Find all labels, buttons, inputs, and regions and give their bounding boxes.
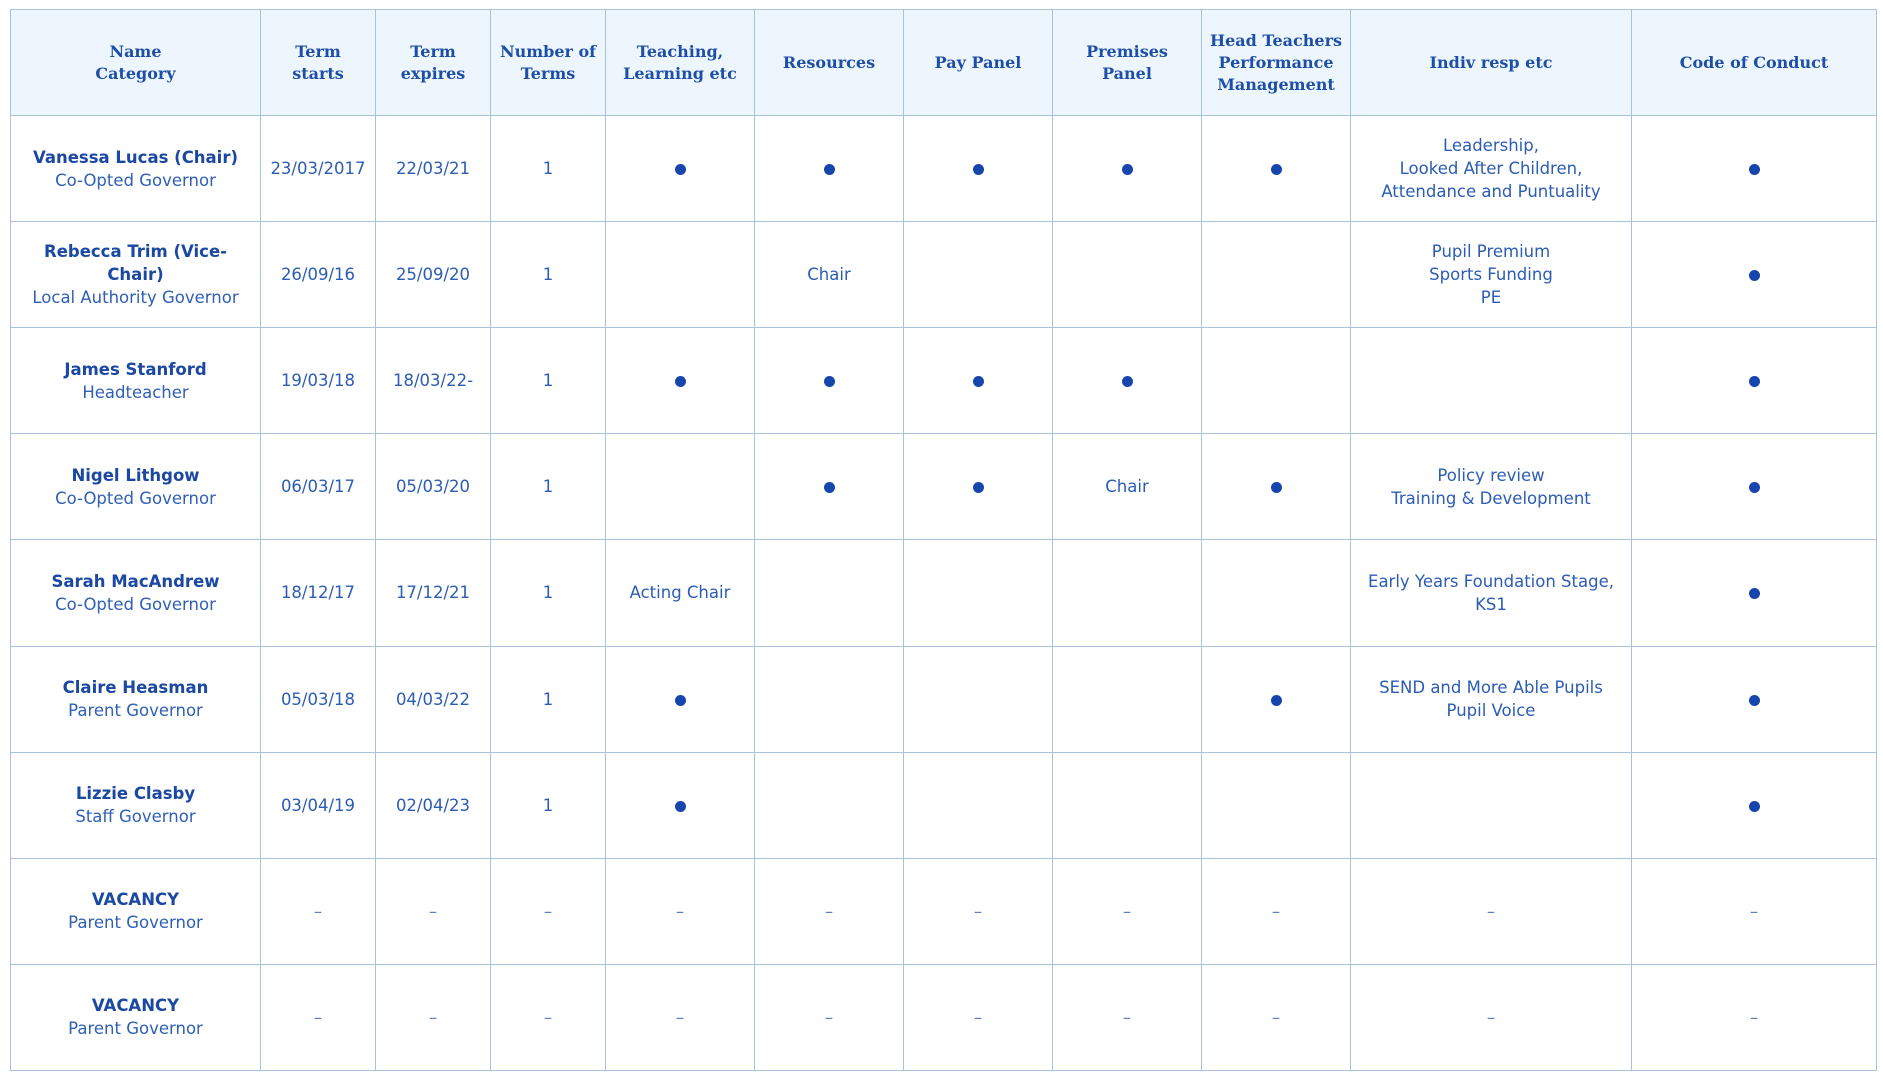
name-category-cell <box>11 328 261 434</box>
table-body <box>11 116 1877 1071</box>
number-of-terms-cell <box>491 752 606 858</box>
teaching-learning-cell <box>606 752 755 858</box>
governor-category: Parent Governor <box>68 701 203 721</box>
code-of-conduct-cell <box>1632 434 1877 540</box>
teaching-learning-cell <box>606 434 755 540</box>
indiv-resp-cell <box>1351 752 1632 858</box>
term-starts-cell <box>261 858 376 964</box>
resources-cell <box>755 222 904 328</box>
premises-panel-cell <box>1053 646 1202 752</box>
resources-text: – <box>824 901 834 921</box>
indiv-resp-text: Leadership, Looked After Children, Attendance and Puntuality <box>1381 136 1601 202</box>
filled-circle-dot-icon <box>1749 164 1760 175</box>
term-expires-text: 05/03/20 <box>395 477 471 497</box>
pay-panel-cell <box>904 752 1053 858</box>
filled-circle-dot-icon <box>973 164 984 175</box>
filled-circle-dot-icon <box>973 376 984 387</box>
filled-circle-dot-icon <box>1749 695 1760 706</box>
header-term-expires: Term expires <box>376 10 491 116</box>
governor-name: VACANCY <box>91 996 180 1016</box>
table-row <box>11 222 1877 328</box>
term-starts-cell <box>261 222 376 328</box>
term-starts-cell <box>261 116 376 222</box>
term-expires-text: 18/03/22- <box>392 371 474 391</box>
term-expires-cell <box>376 964 491 1070</box>
code-of-conduct-cell <box>1632 964 1877 1070</box>
number-of-terms-cell <box>491 116 606 222</box>
teaching-learning-cell <box>606 116 755 222</box>
term-expires-cell <box>376 752 491 858</box>
teaching-learning-cell <box>606 858 755 964</box>
term-starts-text: 05/03/18 <box>280 689 356 709</box>
governor-name: Vanessa Lucas (Chair) <box>32 147 239 167</box>
term-expires-cell <box>376 434 491 540</box>
indiv-resp-text: – <box>1486 901 1496 921</box>
governor-category: Parent Governor <box>68 1019 203 1039</box>
number-of-terms-text: 1 <box>542 795 554 815</box>
indiv-resp-cell <box>1351 964 1632 1070</box>
term-expires-cell <box>376 646 491 752</box>
resources-text: – <box>824 1007 834 1027</box>
name-category-cell <box>11 752 261 858</box>
code-of-conduct-cell <box>1632 540 1877 646</box>
header-number-of-terms: Number of Terms <box>491 10 606 116</box>
governor-name: James Stanford <box>64 359 207 379</box>
term-expires-text: 17/12/21 <box>395 583 471 603</box>
name-category-cell <box>11 222 261 328</box>
filled-circle-dot-icon <box>1749 801 1760 812</box>
indiv-resp-cell <box>1351 540 1632 646</box>
filled-circle-dot-icon <box>1122 164 1133 175</box>
term-starts-cell <box>261 434 376 540</box>
number-of-terms-text: 1 <box>542 477 554 497</box>
governor-category: Co-Opted Governor <box>55 594 216 614</box>
teaching-learning-cell <box>606 964 755 1070</box>
indiv-resp-cell <box>1351 328 1632 434</box>
head-teachers-performance-text: – <box>1271 1007 1281 1027</box>
head-teachers-performance-cell <box>1202 964 1351 1070</box>
pay-panel-cell <box>904 328 1053 434</box>
head-teachers-performance-cell <box>1202 752 1351 858</box>
indiv-resp-cell <box>1351 222 1632 328</box>
term-starts-text: 23/03/2017 <box>270 159 366 179</box>
premises-panel-cell <box>1053 858 1202 964</box>
term-expires-text: – <box>428 901 438 921</box>
pay-panel-cell <box>904 116 1053 222</box>
header-term-starts: Term starts <box>261 10 376 116</box>
teaching-learning-cell <box>606 540 755 646</box>
head-teachers-performance-cell <box>1202 222 1351 328</box>
governor-category: Parent Governor <box>68 913 203 933</box>
number-of-terms-text: 1 <box>542 159 554 179</box>
head-teachers-performance-cell <box>1202 646 1351 752</box>
code-of-conduct-cell <box>1632 116 1877 222</box>
table-row <box>11 858 1877 964</box>
teaching-learning-text: – <box>675 901 685 921</box>
number-of-terms-text: 1 <box>542 265 554 285</box>
resources-cell <box>755 752 904 858</box>
governors-table <box>10 9 1877 1071</box>
code-of-conduct-text: – <box>1749 901 1759 921</box>
resources-cell <box>755 328 904 434</box>
governor-category: Co-Opted Governor <box>55 170 216 190</box>
term-starts-text: – <box>313 901 323 921</box>
head-teachers-performance-cell <box>1202 540 1351 646</box>
head-teachers-performance-cell <box>1202 328 1351 434</box>
term-expires-cell <box>376 328 491 434</box>
governor-name: Nigel Lithgow <box>71 465 200 485</box>
pay-panel-cell <box>904 858 1053 964</box>
term-starts-text: – <box>313 1007 323 1027</box>
code-of-conduct-cell <box>1632 646 1877 752</box>
term-starts-cell <box>261 540 376 646</box>
term-expires-cell <box>376 222 491 328</box>
number-of-terms-cell <box>491 434 606 540</box>
premises-panel-cell <box>1053 222 1202 328</box>
governor-name: Claire Heasman <box>62 678 209 698</box>
term-expires-text: 25/09/20 <box>395 265 471 285</box>
header-code-of-conduct: Code of Conduct <box>1632 10 1877 116</box>
table-row <box>11 646 1877 752</box>
term-starts-cell <box>261 328 376 434</box>
pay-panel-text: – <box>973 901 983 921</box>
number-of-terms-cell <box>491 646 606 752</box>
pay-panel-cell <box>904 540 1053 646</box>
resources-cell <box>755 858 904 964</box>
pay-panel-cell <box>904 434 1053 540</box>
header-teaching-learning: Teaching, Learning etc <box>606 10 755 116</box>
pay-panel-cell <box>904 222 1053 328</box>
term-expires-text: 02/04/23 <box>395 795 471 815</box>
filled-circle-dot-icon <box>973 482 984 493</box>
pay-panel-cell <box>904 964 1053 1070</box>
name-category-cell <box>11 964 261 1070</box>
table-row <box>11 116 1877 222</box>
governor-name: VACANCY <box>91 890 180 910</box>
table-row <box>11 328 1877 434</box>
premises-panel-cell <box>1053 752 1202 858</box>
number-of-terms-cell <box>491 964 606 1070</box>
code-of-conduct-text: – <box>1749 1007 1759 1027</box>
term-expires-cell <box>376 540 491 646</box>
filled-circle-dot-icon <box>1749 482 1760 493</box>
governors-table-container <box>10 9 1876 1071</box>
number-of-terms-text: 1 <box>542 371 554 391</box>
code-of-conduct-cell <box>1632 222 1877 328</box>
filled-circle-dot-icon <box>824 164 835 175</box>
filled-circle-dot-icon <box>1271 482 1282 493</box>
term-starts-cell <box>261 752 376 858</box>
premises-panel-text: Chair <box>1105 477 1149 497</box>
teaching-learning-text: Acting Chair <box>629 583 731 603</box>
code-of-conduct-cell <box>1632 858 1877 964</box>
head-teachers-performance-cell <box>1202 116 1351 222</box>
resources-cell <box>755 646 904 752</box>
resources-cell <box>755 116 904 222</box>
filled-circle-dot-icon <box>1749 588 1760 599</box>
governor-name: Sarah MacAndrew <box>51 571 220 591</box>
governor-name: Rebecca Trim (Vice-Chair) <box>43 242 227 285</box>
number-of-terms-text: – <box>543 901 553 921</box>
header-indiv-resp: Indiv resp etc <box>1351 10 1632 116</box>
header-resources: Resources <box>755 10 904 116</box>
premises-panel-cell <box>1053 434 1202 540</box>
number-of-terms-text: 1 <box>542 689 554 709</box>
filled-circle-dot-icon <box>824 482 835 493</box>
name-category-cell <box>11 540 261 646</box>
table-row <box>11 964 1877 1070</box>
resources-cell <box>755 540 904 646</box>
term-expires-text: 04/03/22 <box>395 689 471 709</box>
filled-circle-dot-icon <box>1271 164 1282 175</box>
premises-panel-cell <box>1053 540 1202 646</box>
filled-circle-dot-icon <box>1271 695 1282 706</box>
resources-text: Chair <box>807 265 851 285</box>
premises-panel-cell <box>1053 964 1202 1070</box>
table-row <box>11 434 1877 540</box>
indiv-resp-cell <box>1351 646 1632 752</box>
term-expires-cell <box>376 116 491 222</box>
governor-category: Headteacher <box>82 382 189 402</box>
teaching-learning-cell <box>606 646 755 752</box>
premises-panel-text: – <box>1122 1007 1132 1027</box>
term-starts-text: 06/03/17 <box>280 477 356 497</box>
head-teachers-performance-text: – <box>1271 901 1281 921</box>
head-teachers-performance-cell <box>1202 434 1351 540</box>
table-row <box>11 540 1877 646</box>
name-category-cell <box>11 116 261 222</box>
teaching-learning-text: – <box>675 1007 685 1027</box>
name-category-cell <box>11 646 261 752</box>
filled-circle-dot-icon <box>1749 376 1760 387</box>
header-row <box>11 10 1877 116</box>
filled-circle-dot-icon <box>1122 376 1133 387</box>
indiv-resp-cell <box>1351 116 1632 222</box>
indiv-resp-text: – <box>1486 1007 1496 1027</box>
term-expires-cell <box>376 858 491 964</box>
term-starts-text: 03/04/19 <box>280 795 356 815</box>
premises-panel-text: – <box>1122 901 1132 921</box>
name-category-cell <box>11 858 261 964</box>
term-expires-text: – <box>428 1007 438 1027</box>
code-of-conduct-cell <box>1632 328 1877 434</box>
number-of-terms-cell <box>491 858 606 964</box>
table-row <box>11 752 1877 858</box>
filled-circle-dot-icon <box>675 164 686 175</box>
governor-category: Staff Governor <box>75 807 196 827</box>
indiv-resp-cell <box>1351 434 1632 540</box>
filled-circle-dot-icon <box>1749 270 1760 281</box>
filled-circle-dot-icon <box>675 695 686 706</box>
indiv-resp-text: SEND and More Able Pupils Pupil Voice <box>1379 678 1603 721</box>
header-head-teachers-performance: Head Teachers Performance Management <box>1202 10 1351 116</box>
term-starts-text: 19/03/18 <box>280 371 356 391</box>
header-pay-panel: Pay Panel <box>904 10 1053 116</box>
term-starts-text: 26/09/16 <box>280 265 356 285</box>
header-name-category: Name Category <box>11 10 261 116</box>
filled-circle-dot-icon <box>824 376 835 387</box>
premises-panel-cell <box>1053 328 1202 434</box>
pay-panel-text: – <box>973 1007 983 1027</box>
governor-name: Lizzie Clasby <box>75 784 196 804</box>
indiv-resp-text: Pupil Premium Sports Funding PE <box>1429 242 1553 308</box>
number-of-terms-cell <box>491 540 606 646</box>
governor-category: Local Authority Governor <box>32 288 239 308</box>
number-of-terms-cell <box>491 328 606 434</box>
teaching-learning-cell <box>606 222 755 328</box>
number-of-terms-text: 1 <box>542 583 554 603</box>
header-premises-panel: Premises Panel <box>1053 10 1202 116</box>
name-category-cell <box>11 434 261 540</box>
number-of-terms-text: – <box>543 1007 553 1027</box>
head-teachers-performance-cell <box>1202 858 1351 964</box>
pay-panel-cell <box>904 646 1053 752</box>
term-starts-cell <box>261 964 376 1070</box>
term-starts-cell <box>261 646 376 752</box>
code-of-conduct-cell <box>1632 752 1877 858</box>
term-expires-text: 22/03/21 <box>395 159 471 179</box>
filled-circle-dot-icon <box>675 376 686 387</box>
number-of-terms-cell <box>491 222 606 328</box>
indiv-resp-text: Policy review Training & Development <box>1391 465 1591 508</box>
indiv-resp-text: Early Years Foundation Stage, KS1 <box>1368 571 1614 614</box>
governor-category: Co-Opted Governor <box>55 488 216 508</box>
resources-cell <box>755 964 904 1070</box>
resources-cell <box>755 434 904 540</box>
teaching-learning-cell <box>606 328 755 434</box>
term-starts-text: 18/12/17 <box>280 583 356 603</box>
premises-panel-cell <box>1053 116 1202 222</box>
indiv-resp-cell <box>1351 858 1632 964</box>
filled-circle-dot-icon <box>675 801 686 812</box>
